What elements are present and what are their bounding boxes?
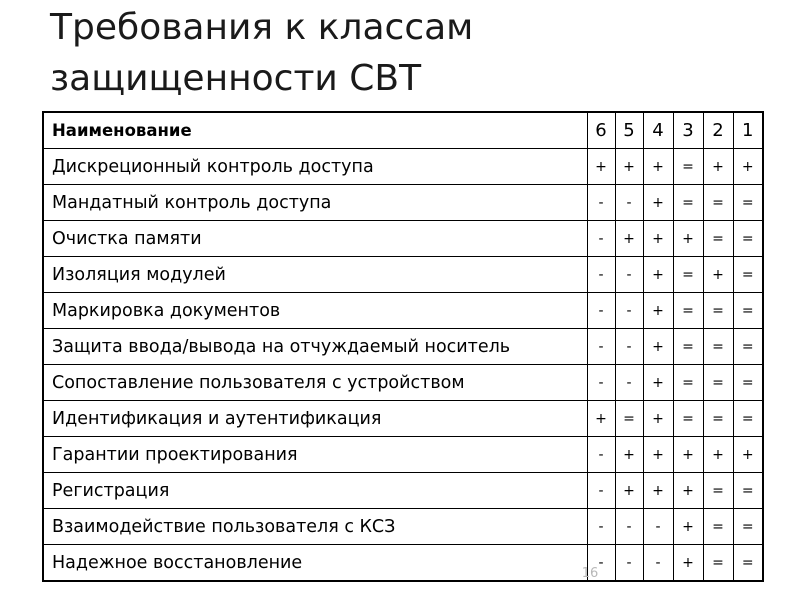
class-mark-cell: - [615, 365, 643, 401]
class-mark-cell: - [587, 221, 615, 257]
class-mark-cell: = [673, 149, 703, 185]
class-mark-cell: + [643, 221, 673, 257]
slide-title-line-1: Требования к классам [50, 7, 474, 48]
class-mark-cell: = [615, 401, 643, 437]
class-mark-cell: + [643, 473, 673, 509]
class-mark-cell: + [643, 293, 673, 329]
class-mark-cell: = [733, 545, 763, 582]
class-mark-cell: = [703, 473, 733, 509]
class-mark-cell: = [733, 401, 763, 437]
class-mark-cell: + [643, 185, 673, 221]
slide-title [50, 2, 473, 104]
class-mark-cell: + [615, 473, 643, 509]
class-mark-cell: = [703, 365, 733, 401]
class-mark-cell: = [673, 329, 703, 365]
requirements-table [42, 111, 764, 582]
class-mark-cell: = [703, 185, 733, 221]
requirement-name: Взаимодействие пользователя с КСЗ [43, 509, 587, 545]
table-header-row [43, 112, 763, 149]
class-mark-cell: - [587, 509, 615, 545]
table-row [43, 185, 763, 221]
slide-title-line-2: защищенности СВТ [50, 58, 422, 99]
class-mark-cell: = [703, 221, 733, 257]
class-mark-cell: + [733, 149, 763, 185]
class-mark-cell: - [587, 473, 615, 509]
class-mark-cell: - [587, 293, 615, 329]
class-mark-cell: + [703, 149, 733, 185]
table-row [43, 437, 763, 473]
requirement-name: Дискреционный контроль доступа [43, 149, 587, 185]
class-mark-cell: - [587, 437, 615, 473]
class-mark-cell: - [615, 185, 643, 221]
class-mark-cell: = [733, 185, 763, 221]
class-mark-cell: = [733, 509, 763, 545]
class-mark-cell: = [673, 401, 703, 437]
table-body [43, 149, 763, 582]
column-header-class-6: 6 [587, 112, 615, 149]
class-mark-cell: - [615, 257, 643, 293]
column-header-name: Наименование [43, 112, 587, 149]
table-row [43, 329, 763, 365]
class-mark-cell: = [733, 257, 763, 293]
column-header-class-2: 2 [703, 112, 733, 149]
class-mark-cell: = [733, 365, 763, 401]
class-mark-cell: = [703, 293, 733, 329]
class-mark-cell: + [673, 437, 703, 473]
class-mark-cell: - [587, 545, 615, 582]
class-mark-cell: - [615, 545, 643, 582]
requirement-name: Очистка памяти [43, 221, 587, 257]
class-mark-cell: + [643, 365, 673, 401]
table-row [43, 221, 763, 257]
class-mark-cell: = [703, 545, 733, 582]
class-mark-cell: + [643, 149, 673, 185]
class-mark-cell: + [703, 437, 733, 473]
class-mark-cell: = [733, 473, 763, 509]
table-row [43, 149, 763, 185]
column-header-class-3: 3 [673, 112, 703, 149]
class-mark-cell: = [673, 257, 703, 293]
class-mark-cell: - [643, 509, 673, 545]
requirement-name: Надежное восстановление [43, 545, 587, 582]
class-mark-cell: = [733, 221, 763, 257]
class-mark-cell: - [587, 365, 615, 401]
requirement-name: Изоляция модулей [43, 257, 587, 293]
class-mark-cell: + [643, 437, 673, 473]
class-mark-cell: = [703, 509, 733, 545]
class-mark-cell: + [587, 149, 615, 185]
class-mark-cell: - [587, 329, 615, 365]
table-row [43, 365, 763, 401]
column-header-class-1: 1 [733, 112, 763, 149]
class-mark-cell: + [733, 437, 763, 473]
column-header-class-5: 5 [615, 112, 643, 149]
class-mark-cell: = [673, 293, 703, 329]
class-mark-cell: + [673, 509, 703, 545]
requirement-name: Защита ввода/вывода на отчуждаемый носитель [43, 329, 587, 365]
class-mark-cell: + [703, 257, 733, 293]
class-mark-cell: - [587, 257, 615, 293]
requirement-name: Сопоставление пользователя с устройством [43, 365, 587, 401]
class-mark-cell: - [587, 185, 615, 221]
table-row [43, 473, 763, 509]
class-mark-cell: + [587, 401, 615, 437]
class-mark-cell: - [615, 329, 643, 365]
table-row [43, 293, 763, 329]
class-mark-cell: = [733, 329, 763, 365]
class-mark-cell: + [615, 437, 643, 473]
class-mark-cell: - [643, 545, 673, 582]
slide-number: 16 [581, 566, 599, 581]
class-mark-cell: - [615, 293, 643, 329]
class-mark-cell: + [673, 221, 703, 257]
class-mark-cell: + [643, 401, 673, 437]
table-row [43, 257, 763, 293]
class-mark-cell: = [673, 185, 703, 221]
class-mark-cell: = [703, 401, 733, 437]
class-mark-cell: + [643, 329, 673, 365]
requirement-name: Регистрация [43, 473, 587, 509]
class-mark-cell: + [643, 257, 673, 293]
class-mark-cell: + [615, 149, 643, 185]
requirement-name: Мандатный контроль доступа [43, 185, 587, 221]
requirement-name: Идентификация и аутентификация [43, 401, 587, 437]
class-mark-cell: = [703, 329, 733, 365]
requirement-name: Гарантии проектирования [43, 437, 587, 473]
class-mark-cell: + [615, 221, 643, 257]
table-row [43, 509, 763, 545]
column-header-class-4: 4 [643, 112, 673, 149]
class-mark-cell: + [673, 473, 703, 509]
table-row [43, 401, 763, 437]
class-mark-cell: = [733, 293, 763, 329]
requirement-name: Маркировка документов [43, 293, 587, 329]
class-mark-cell: = [673, 365, 703, 401]
class-mark-cell: - [615, 509, 643, 545]
class-mark-cell: + [673, 545, 703, 582]
